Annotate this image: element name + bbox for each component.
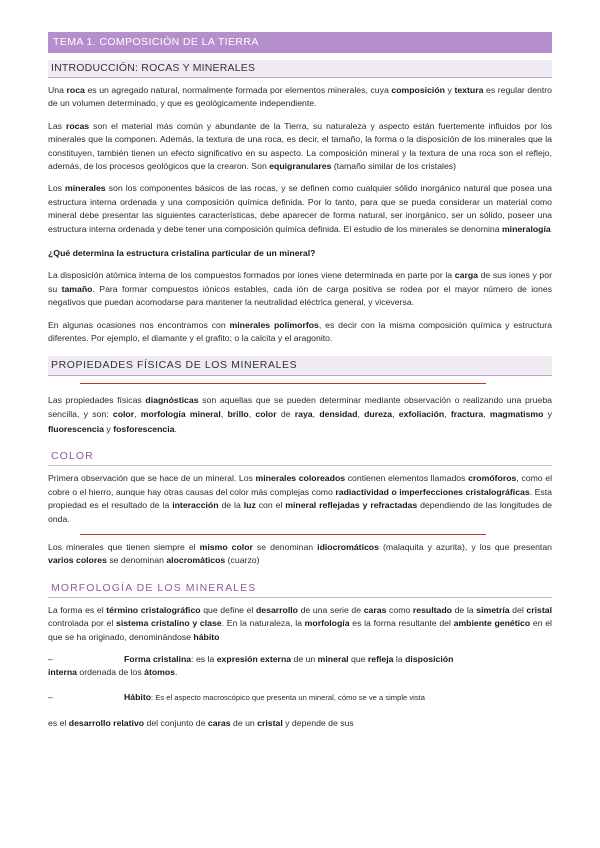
list-item: [48, 653, 552, 666]
bullet-habito: Hábito: Es el aspecto macroscópico que presenta un mineral, cómo se ve a simple vista: [124, 691, 425, 702]
paragraph-color: Primera observación que se hace de un mineral. Los minerales coloreados contienen elementos llamados cromóforos, como el cobre o el hierro, aunque hay otras causas del color más complejas como radiactividad o imperfecciones cristalográficas. Esta propiedad es el resultado de la interacción de la luz con el mineral reflejadas y refractadas dependiendo de las longitudes de onda.: [48, 473, 553, 524]
bullet-forma-cristalina: Forma cristalina: es la expresión externa de un mineral que refleja la disposición: [124, 653, 454, 664]
paragraph-estructura: La disposición atómica interna de los compuestos formados por iones viene determinada en parte por la carga de sus iones y por su tamaño. Para formar compuestos iónicos estables, cada ión de carga positiva se rodea por el mayor número de iones negativos que puedan acomodarse para mantener la neutralidad eléctrica general, y viceversa.: [48, 270, 553, 308]
document-page: [48, 32, 552, 731]
question-heading: ¿Qué determina la estructura cristalina particular de un mineral?: [48, 248, 316, 259]
bullet-forma-cristalina-cont: interna ordenada de los átomos.: [48, 667, 178, 678]
section-heading-intro: INTRODUCCIÓN: ROCAS Y MINERALES: [48, 60, 552, 78]
paragraph-minerales: Los minerales son los componentes básicos de las rocas, y se definen como cualquier sólido inorgánico natural que posea una estructura interna ordenada y una composición química definida. Por lo tanto, para que se pueda considerar un material como mineral debe presentar las siguientes características, debe aparecer de forma natural, ser inorgánico, ser un sólido, poseer una estructura interna ordenada y debe tener una composición química definida. El estudio de los minerales se denomina mineralogía: [48, 183, 552, 234]
section-heading-color: COLOR: [48, 448, 552, 466]
topic-banner: TEMA 1. COMPOSICIÓN DE LA TIERRA: [48, 32, 552, 53]
list-item: [48, 691, 552, 704]
paragraph-roca: Una roca es un agregado natural, normalmente formada por elementos minerales, cuya composición y textura es regular dentro de un volumen determinado, y que es geológicamente independiente.: [48, 85, 552, 109]
section-heading-morfologia: MORFOLOGÍA DE LOS MINERALES: [48, 580, 552, 598]
paragraph-desarrollo: es el desarrollo relativo del conjunto de caras de un cristal y depende de sus: [48, 718, 354, 729]
bullet-dash: –: [48, 653, 53, 664]
paragraph-rocas: Las rocas son el material más común y abundante de la Tierra, su naturaleza y aspecto están fuertemente influidos por los minerales que la componen. Además, la textura de una roca, es decir, el tamaño, la forma o la disposición de los minerales que la constituyen, también tienen un efecto significativo en su aspecto. La composición mineral y la textura de una roca son el reflejo, además, de los procesos geológicos que la crearon. Son equigranulares (tamaño similar de los cristales): [48, 120, 552, 172]
section-heading-propiedades: PROPIEDADES FÍSICAS DE LOS MINERALES: [48, 356, 552, 376]
red-underline: [80, 383, 486, 384]
paragraph-propiedades: Las propiedades físicas diagnósticas son aquellas que se pueden determinar mediante observación o realizando una prueba sencilla, y son: color, morfología mineral, brillo, color de raya, densidad, dureza, exfoliación, fractura, magmatismo y fluorescencia y fosforescencia.: [48, 394, 553, 434]
bullet-dash: –: [48, 691, 53, 702]
paragraph-polimorfos: En algunas ocasiones nos encontramos con minerales polimorfos, es decir con la misma composición química y estructura diferentes. Por ejemplo, el diamante y el grafito; o la calcita y el aragonito.: [48, 319, 552, 344]
paragraph-idiocromaticos: Los minerales que tienen siempre el mismo color se denominan idiocromáticos (malaquita y azurita), y los que presentan varios colores se denominan alocromáticos (cuarzo): [48, 541, 552, 566]
paragraph-morfologia: La forma es el término cristalográfico que define el desarrollo de una serie de caras como resultado de la simetría del cristal controlada por el sistema cristalino y clase. En la naturaleza, la morfología es la forma resultante del ambiente genético en el que se ha originado, denominándose hábito: [48, 604, 552, 642]
red-underline: [80, 534, 486, 535]
